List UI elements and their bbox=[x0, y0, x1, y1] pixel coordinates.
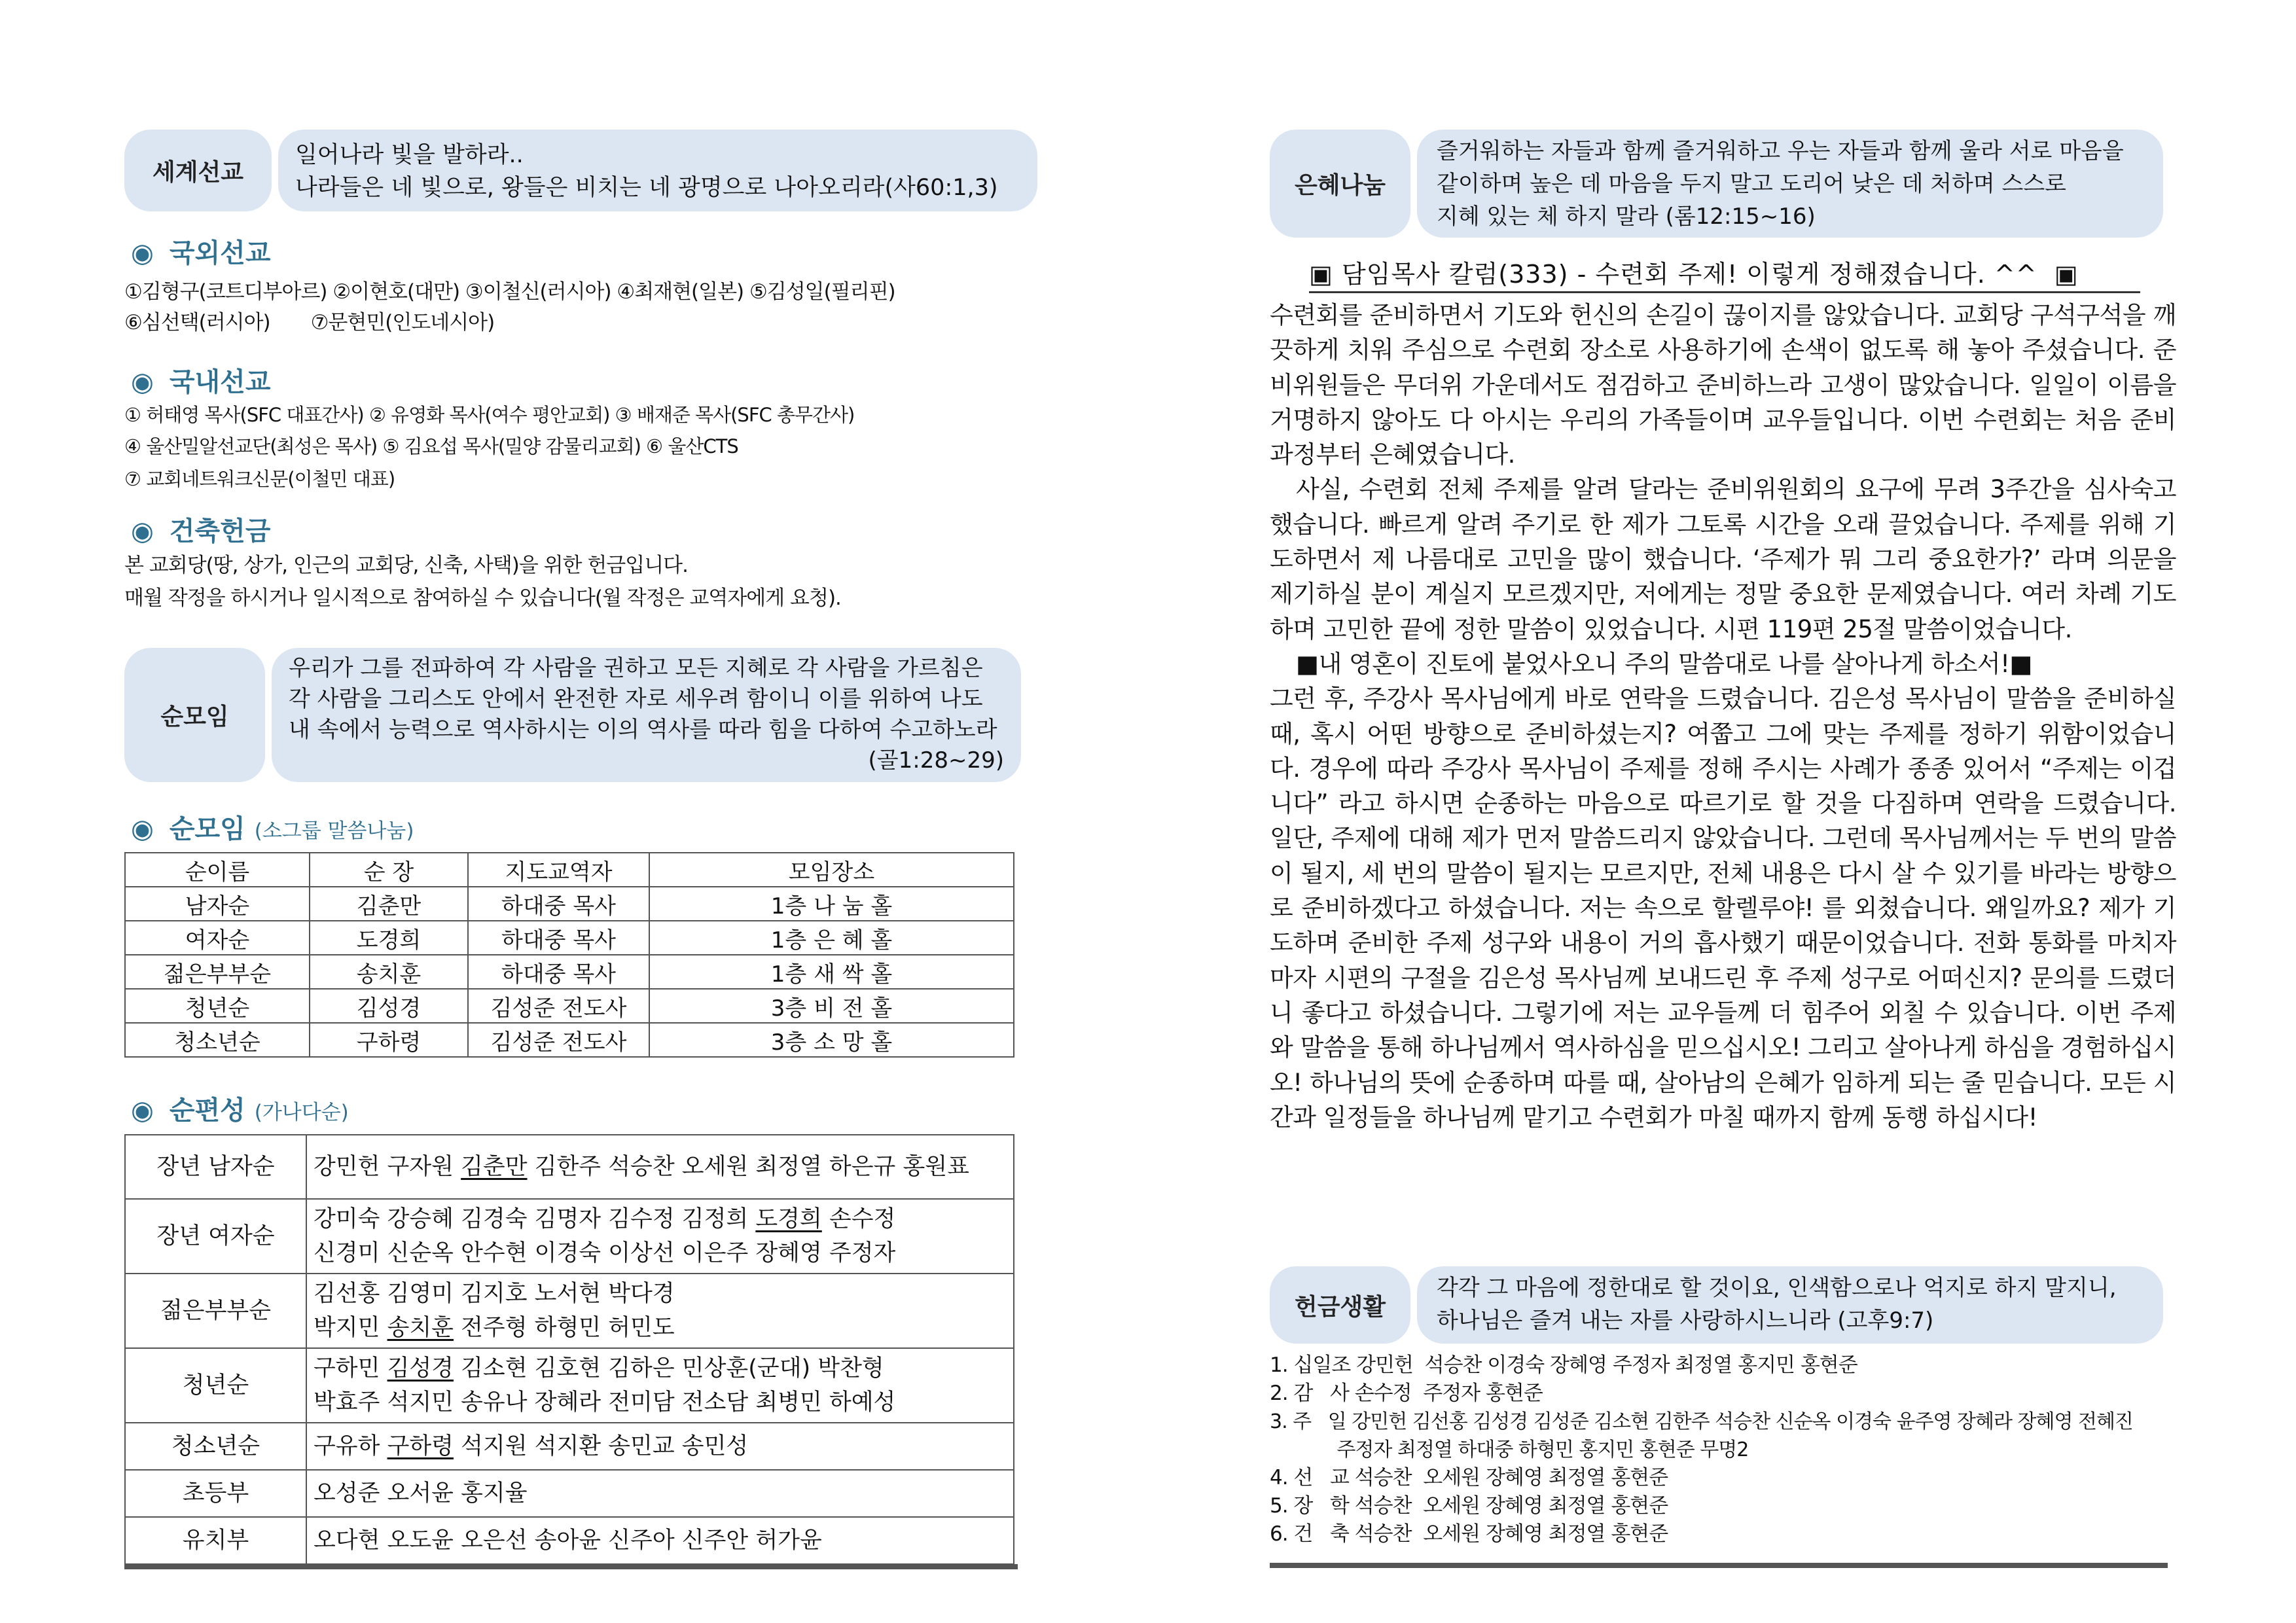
domestic-heading bbox=[131, 361, 270, 399]
table-row bbox=[125, 1517, 1014, 1564]
overseas-line: ⑥심선택(러시아) ⑦문현민(인도네시아) bbox=[124, 311, 495, 334]
table-shadow-divider bbox=[124, 1564, 1018, 1569]
roster-group-name: 장년 남자순 bbox=[125, 1135, 306, 1199]
roster-heading bbox=[131, 1090, 349, 1127]
member-names: 구하민 bbox=[314, 1355, 387, 1382]
verse-line: 각 사람을 그리스도 안에서 완전한 자로 세우려 함이니 이를 위하여 나도 bbox=[289, 686, 983, 712]
domestic-line: ① 허태영 목사(SFC 대표간사) ② 유영화 목사(여수 평안교회) ③ 배재준 목사(SFC 총무간사) bbox=[124, 404, 855, 426]
building-line: 본 교회당(땅, 상가, 인근의 교회당, 신축, 사택)을 위한 헌금입니다. bbox=[124, 554, 688, 577]
bullet-icon: ◉ bbox=[131, 367, 154, 397]
table-row bbox=[125, 1348, 1014, 1423]
world-mission-tag: 세계선교 bbox=[124, 130, 272, 211]
column-title: ▣ 담임목사 칼럼(333) - 수련회 주제! 이렇게 정해졌습니다. ^^ ▣ bbox=[1309, 254, 2140, 293]
verse-line: 내 속에서 능력으로 역사하시는 이의 역사를 따라 힘을 다하여 수고하노라 bbox=[289, 717, 997, 743]
offering-verse bbox=[1417, 1266, 2163, 1344]
offering-tag: 헌금생활 bbox=[1270, 1266, 1410, 1344]
bottom-shadow-divider bbox=[1270, 1563, 2168, 1568]
member-names: 강미숙 강승혜 김경숙 김명자 김수정 김정희 bbox=[314, 1206, 756, 1232]
table-cell: 3층 비 전 홀 bbox=[649, 989, 1014, 1023]
table-row bbox=[125, 921, 1014, 955]
member-names: 구유하 bbox=[314, 1433, 387, 1459]
offering-block bbox=[1270, 1266, 2163, 1344]
table-header: 모임장소 bbox=[649, 853, 1014, 887]
roster-members: 오성준 오서윤 홍지율 bbox=[306, 1470, 1014, 1517]
roster-members bbox=[306, 1348, 1014, 1423]
table-row bbox=[125, 1423, 1014, 1470]
roster-members: 오다현 오도윤 오은선 송아윤 신주아 신주안 허가윤 bbox=[306, 1517, 1014, 1564]
roster-title: 순편성 bbox=[169, 1096, 245, 1126]
member-names: 신경미 신순옥 안수현 이경숙 이상선 이은주 장혜영 주정자 bbox=[314, 1240, 896, 1266]
member-names: 손수정 bbox=[821, 1206, 896, 1232]
overseas-heading bbox=[131, 232, 270, 270]
roster-group-name: 유치부 bbox=[125, 1517, 306, 1564]
cell-title: 순모임 bbox=[169, 814, 245, 844]
member-names: 강민헌 구자원 bbox=[314, 1154, 461, 1180]
roster-group-name: 장년 여자순 bbox=[125, 1199, 306, 1274]
verse-line: 즐거워하는 자들과 함께 즐거워하고 우는 자들과 함께 울라 서로 마음을 bbox=[1437, 138, 2124, 164]
verse-line: 나라들은 네 빛으로, 왕들은 비치는 네 광명으로 나아오리라(사60:1,3) bbox=[295, 175, 998, 201]
offering-line: 3. 주 일 강민헌 김선홍 김성경 김성준 김소현 김한주 석승찬 신순옥 이경숙 윤주영 장혜라 장혜영 전혜진 bbox=[1270, 1410, 2133, 1433]
table-cell: 청소년순 bbox=[125, 1023, 310, 1057]
table-row bbox=[125, 887, 1014, 921]
table-cell: 1층 나 눔 홀 bbox=[649, 887, 1014, 921]
leader-name: 도경희 bbox=[755, 1206, 822, 1232]
verse-line: 일어나라 빛을 발하라.. bbox=[295, 142, 524, 168]
member-names: 김선홍 김영미 김지호 노서현 박다경 bbox=[314, 1281, 675, 1307]
roster-members bbox=[306, 1135, 1014, 1199]
table-cell: 하대중 목사 bbox=[468, 955, 649, 989]
table-cell: 1층 새 싹 홀 bbox=[649, 955, 1014, 989]
offering-line: 1. 십일조 강민헌 석승찬 이경숙 장혜영 주정자 최정열 홍지민 홍현준 bbox=[1270, 1353, 1857, 1377]
article-paragraph: 사실, 수련회 전체 주제를 알려 달라는 준비위원회의 요구에 무려 3주간을 심사숙고했습니다. 빠르게 알려 주기로 한 제가 그토록 시간을 오래 끌었습니다. 주제를 위해 기도하면서 제 나름대로 고민을 많이 했습니다. ‘주제가 뭐 그리 중요한가?’ 라며 의문을 제기하실 분이 계실지 모르겠지만, 저에게는 정말 중요한 문제였습니다. 여러 차례 기도하며 고민한 끝에 정한 말씀이 있었습니다. 시편 119편 25절 말씀이었습니다. bbox=[1270, 475, 2176, 643]
cell-tag: 순모임 bbox=[124, 648, 265, 782]
cell-subtitle: (소그룹 말씀나눔) bbox=[254, 819, 414, 843]
table-row bbox=[125, 989, 1014, 1023]
overseas-title: 국외선교 bbox=[169, 238, 271, 268]
table-header: 순이름 bbox=[125, 853, 310, 887]
table-cell: 1층 은 혜 홀 bbox=[649, 921, 1014, 955]
roster-members bbox=[306, 1199, 1014, 1274]
table-cell: 김성준 전도사 bbox=[468, 989, 649, 1023]
table-cell: 김성준 전도사 bbox=[468, 1023, 649, 1057]
leader-name: 구하령 bbox=[387, 1433, 454, 1459]
table-row bbox=[125, 1470, 1014, 1517]
table-cell: 송치훈 bbox=[310, 955, 468, 989]
roster-group-name: 청소년순 bbox=[125, 1423, 306, 1470]
roster-group-name: 청년순 bbox=[125, 1348, 306, 1423]
member-names: 김한주 석승찬 오세원 최정열 하은규 홍원표 bbox=[527, 1154, 969, 1180]
leader-name: 김성경 bbox=[387, 1355, 454, 1382]
roster-members bbox=[306, 1274, 1014, 1348]
grace-tag: 은혜나눔 bbox=[1270, 130, 1410, 238]
table-row bbox=[125, 1135, 1014, 1199]
domestic-line: ⑦ 교회네트워크신문(이철민 대표) bbox=[124, 468, 395, 490]
member-names: 박효주 석지민 송유나 장혜라 전미담 전소담 최병민 하예성 bbox=[314, 1389, 896, 1416]
member-names: 전주형 하형민 허민도 bbox=[454, 1315, 675, 1341]
grace-verse bbox=[1417, 130, 2163, 238]
table-cell: 도경희 bbox=[310, 921, 468, 955]
roster-subtitle: (가나다순) bbox=[254, 1101, 349, 1124]
roster-group-name: 초등부 bbox=[125, 1470, 306, 1517]
cell-verse bbox=[272, 648, 1021, 782]
leader-name: 송치훈 bbox=[387, 1315, 454, 1341]
member-names: 석지원 석지환 송민교 송민성 bbox=[454, 1433, 749, 1459]
roster-table bbox=[124, 1134, 1014, 1565]
domestic-title: 국내선교 bbox=[169, 367, 271, 397]
verse-line: 하나님은 즐겨 내는 자를 사랑하시느니라 (고후9:7) bbox=[1437, 1308, 1934, 1334]
cell-table bbox=[124, 852, 1014, 1058]
table-row bbox=[125, 1023, 1014, 1057]
verse-line: 같이하며 높은 데 마음을 두지 말고 도리어 낮은 데 처하며 스스로 bbox=[1437, 171, 2067, 197]
article-paragraph: 그런 후, 주강사 목사님에게 바로 연락을 드렸습니다. 김은성 목사님이 말씀을 준비하실 때, 혹시 어떤 방향으로 준비하셨는지? 여쭙고 그에 맞는 주제를 정하기 위함이었습니다. 경우에 따라 주강사 목사님이 주제를 정해 주시는 사례가 종종 있어서 “주제는 이겁니다” 라고 하시면 순종하는 마음으로 따르기로 할 것을 다짐하며 연락을 드렸습니다. 일단, 주제에 대해 제가 먼저 말씀드리지 않았습니다. 그런데 목사님께서는 두 번의 말씀이 될지, 세 번의 말씀이 될지는 모르지만, 전체 내용은 다시 살 수 있기를 바라는 방향으로 준비하겠다고 하셨습니다. 저는 속으로 할렐루야! 를 외쳤습니다. 왜일까요? 제가 기도하며 준비한 주제 성구와 내용이 거의 흡사했기 때문이었습니다. 전화 통화를 마치자마자 시편의 구절을 김은성 목사님께 보내드린 후 주제 성구로 어떠신지? 문의를 드렸더니 좋다고 하셨습니다. 그렇기에 저는 교우들께 더 힘주어 외칠 수 있습니다. 이번 주제와 말씀을 통해 하나님께서 역사하심을 믿으십시오! 그리고 살아나게 하심을 경험하십시오! 하나님의 뜻에 순종하며 따를 때, 살아남의 은혜가 임하게 되는 줄 믿습니다. 모든 시간과 일정들을 하나님께 맡기고 수련회가 마칠 때까지 함께 동행 하십시다! bbox=[1270, 685, 2176, 1132]
overseas-line: ①김형구(코트디부아르) ②이현호(대만) ③이철신(러시아) ④최재현(일본) ⑤김성일(필리핀) bbox=[124, 280, 895, 304]
grace-block bbox=[1270, 130, 2163, 238]
table-cell: 구하령 bbox=[310, 1023, 468, 1057]
bullet-icon: ◉ bbox=[131, 516, 154, 546]
column-article bbox=[1270, 298, 2176, 1135]
table-header: 순 장 bbox=[310, 853, 468, 887]
roster-members bbox=[306, 1423, 1014, 1470]
table-cell: 김성경 bbox=[310, 989, 468, 1023]
offering-line: 4. 선 교 석승찬 오세원 장혜영 최정열 홍현준 bbox=[1270, 1466, 1668, 1489]
cell-verse-block bbox=[124, 648, 1021, 782]
offering-line: 주정자 최정열 하대중 하형민 홍지민 홍현준 무명2 bbox=[1270, 1438, 1749, 1461]
table-row bbox=[125, 1274, 1014, 1348]
domestic-line: ④ 울산밀알선교단(최성은 목사) ⑤ 김요섭 목사(밀양 감물리교회) ⑥ 울산CTS bbox=[124, 435, 738, 457]
building-heading bbox=[131, 510, 270, 548]
roster-group-name: 젊은부부순 bbox=[125, 1274, 306, 1348]
table-header: 지도교역자 bbox=[468, 853, 649, 887]
table-row bbox=[125, 955, 1014, 989]
verse-line: 각각 그 마음에 정한대로 할 것이요, 인색함으로나 억지로 하지 말지니, bbox=[1437, 1275, 2117, 1301]
bullet-icon: ◉ bbox=[131, 238, 154, 268]
bullet-icon: ◉ bbox=[131, 1096, 154, 1126]
member-names: 김소현 김호현 김하은 민상훈(군대) 박찬형 bbox=[454, 1355, 884, 1382]
cell-heading bbox=[131, 808, 414, 846]
building-title: 건축헌금 bbox=[169, 516, 271, 546]
table-cell: 김춘만 bbox=[310, 887, 468, 921]
article-verse: ■내 영혼이 진토에 붙었사오니 주의 말씀대로 나를 살아나게 하소서!■ bbox=[1296, 649, 2032, 678]
verse-line: 지혜 있는 체 하지 말라 (롬12:15~16) bbox=[1437, 204, 1816, 230]
table-cell: 여자순 bbox=[125, 921, 310, 955]
table-cell: 하대중 목사 bbox=[468, 887, 649, 921]
table-row bbox=[125, 1199, 1014, 1274]
offering-line: 5. 장 학 석승찬 오세원 장혜영 최정열 홍현준 bbox=[1270, 1494, 1668, 1518]
world-mission-verse bbox=[278, 130, 1037, 211]
world-mission-block bbox=[124, 130, 1037, 211]
offering-line: 6. 건 축 석승찬 오세원 장혜영 최정열 홍현준 bbox=[1270, 1522, 1668, 1546]
table-cell: 3층 소 망 홀 bbox=[649, 1023, 1014, 1057]
table-cell: 하대중 목사 bbox=[468, 921, 649, 955]
verse-line: 우리가 그를 전파하여 각 사람을 권하고 모든 지혜로 각 사람을 가르침은 bbox=[289, 655, 983, 681]
table-cell: 젊은부부순 bbox=[125, 955, 310, 989]
table-cell: 청년순 bbox=[125, 989, 310, 1023]
building-line: 매월 작정을 하시거나 일시적으로 참여하실 수 있습니다(월 작정은 교역자에게 요청). bbox=[124, 586, 841, 610]
offering-line: 2. 감 사 손수정 주정자 홍현준 bbox=[1270, 1382, 1543, 1405]
table-header-row bbox=[125, 853, 1014, 887]
leader-name: 김춘만 bbox=[461, 1154, 528, 1180]
article-paragraph: 수련회를 준비하면서 기도와 헌신의 손길이 끊이지를 않았습니다. 교회당 구석구석을 깨끗하게 치워 주심으로 수련회 장소로 사용하기에 손색이 없도록 해 놓아 주셨습니다. 준비위원들은 무더위 가운데서도 점검하고 준비하느라 고생이 많았습니다. 일일이 이름을 거명하지 않아도 다 아시는 우리의 가족들이며 교우들입니다. 이번 수련회는 처음 준비 과정부터 은혜였습니다. bbox=[1270, 301, 2176, 469]
verse-reference: (골1:28~29) bbox=[868, 747, 1004, 774]
table-cell: 남자순 bbox=[125, 887, 310, 921]
bullet-icon: ◉ bbox=[131, 814, 154, 844]
member-names: 박지민 bbox=[314, 1315, 387, 1341]
